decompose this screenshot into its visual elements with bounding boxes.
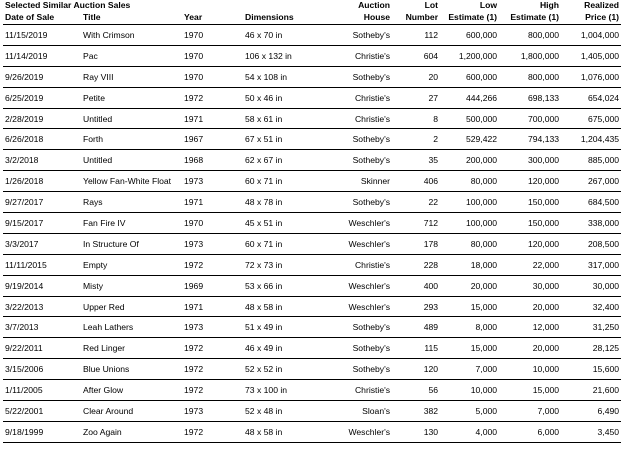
cell-high-estimate: 15,000 <box>499 380 561 401</box>
cell-auction-house: Christie's <box>339 108 392 129</box>
cell-year: 1971 <box>182 296 243 317</box>
cell-high-estimate: 794,133 <box>499 129 561 150</box>
cell-date: 11/15/2019 <box>3 25 81 46</box>
header-lot-line1: Lot <box>424 0 439 10</box>
cell-title: Fan Fire IV <box>81 213 182 234</box>
cell-dimensions: 54 x 108 in <box>243 66 339 87</box>
cell-lot-number: 293 <box>392 296 440 317</box>
cell-lot-number: 56 <box>392 380 440 401</box>
cell-date: 11/11/2015 <box>3 254 81 275</box>
header-lot-line2: Number <box>392 11 440 25</box>
cell-title: Blue Unions <box>81 359 182 380</box>
cell-realized-price: 267,000 <box>561 171 621 192</box>
cell-lot-number: 2 <box>392 129 440 150</box>
cell-year: 1969 <box>182 275 243 296</box>
cell-year: 1973 <box>182 401 243 422</box>
cell-title: Untitled <box>81 108 182 129</box>
header-high-line2: Estimate (1) <box>499 11 561 25</box>
header-year: Year <box>182 11 243 25</box>
table-row <box>3 338 621 359</box>
cell-low-estimate: 15,000 <box>440 338 499 359</box>
cell-year: 1970 <box>182 213 243 234</box>
cell-auction-house: Weschler's <box>339 213 392 234</box>
table-body <box>3 25 621 443</box>
cell-realized-price: 30,000 <box>561 275 621 296</box>
cell-year: 1968 <box>182 150 243 171</box>
cell-realized-price: 1,076,000 <box>561 66 621 87</box>
cell-date: 9/27/2017 <box>3 192 81 213</box>
cell-dimensions: 72 x 73 in <box>243 254 339 275</box>
cell-auction-house: Weschler's <box>339 296 392 317</box>
cell-realized-price: 885,000 <box>561 150 621 171</box>
cell-lot-number: 382 <box>392 401 440 422</box>
cell-dimensions: 45 x 51 in <box>243 213 339 234</box>
header-high-line1: High <box>539 0 560 10</box>
cell-low-estimate: 1,200,000 <box>440 45 499 66</box>
cell-realized-price: 1,405,000 <box>561 45 621 66</box>
cell-dimensions: 53 x 66 in <box>243 275 339 296</box>
cell-dimensions: 51 x 49 in <box>243 317 339 338</box>
cell-lot-number: 712 <box>392 213 440 234</box>
cell-auction-house: Skinner <box>339 171 392 192</box>
cell-lot-number: 178 <box>392 233 440 254</box>
cell-lot-number: 115 <box>392 338 440 359</box>
cell-lot-number: 489 <box>392 317 440 338</box>
header-price-line1: Realized <box>584 0 620 10</box>
cell-date: 6/26/2018 <box>3 129 81 150</box>
cell-auction-house: Sotheby's <box>339 317 392 338</box>
cell-year: 1973 <box>182 317 243 338</box>
cell-auction-house: Weschler's <box>339 275 392 296</box>
cell-title: Rays <box>81 192 182 213</box>
cell-low-estimate: 5,000 <box>440 401 499 422</box>
cell-low-estimate: 10,000 <box>440 380 499 401</box>
table-row <box>3 213 621 234</box>
auction-sales-table <box>3 0 621 443</box>
cell-low-estimate: 8,000 <box>440 317 499 338</box>
cell-year: 1972 <box>182 87 243 108</box>
cell-dimensions: 46 x 70 in <box>243 25 339 46</box>
cell-dimensions: 52 x 52 in <box>243 359 339 380</box>
cell-auction-house: Sotheby's <box>339 338 392 359</box>
cell-title: Empty <box>81 254 182 275</box>
cell-year: 1971 <box>182 108 243 129</box>
cell-high-estimate: 6,000 <box>499 421 561 442</box>
cell-lot-number: 22 <box>392 192 440 213</box>
header-dimensions: Dimensions <box>243 11 339 25</box>
cell-date: 9/15/2017 <box>3 213 81 234</box>
cell-auction-house: Christie's <box>339 87 392 108</box>
cell-lot-number: 20 <box>392 66 440 87</box>
cell-realized-price: 32,400 <box>561 296 621 317</box>
table-row <box>3 233 621 254</box>
cell-low-estimate: 444,266 <box>440 87 499 108</box>
cell-date: 6/25/2019 <box>3 87 81 108</box>
cell-auction-house: Christie's <box>339 254 392 275</box>
cell-date: 9/26/2019 <box>3 66 81 87</box>
table-row <box>3 380 621 401</box>
cell-realized-price: 21,600 <box>561 380 621 401</box>
table-row <box>3 317 621 338</box>
table-row <box>3 275 621 296</box>
cell-dimensions: 58 x 61 in <box>243 108 339 129</box>
cell-auction-house: Sloan's <box>339 401 392 422</box>
cell-realized-price: 654,024 <box>561 87 621 108</box>
cell-high-estimate: 7,000 <box>499 401 561 422</box>
cell-auction-house: Sotheby's <box>339 66 392 87</box>
cell-low-estimate: 80,000 <box>440 233 499 254</box>
table-title: Selected Similar Auction Sales <box>5 0 131 10</box>
cell-low-estimate: 80,000 <box>440 171 499 192</box>
cell-dimensions: 46 x 49 in <box>243 338 339 359</box>
cell-realized-price: 675,000 <box>561 108 621 129</box>
cell-lot-number: 228 <box>392 254 440 275</box>
cell-lot-number: 406 <box>392 171 440 192</box>
cell-title: Forth <box>81 129 182 150</box>
cell-lot-number: 35 <box>392 150 440 171</box>
cell-dimensions: 106 x 132 in <box>243 45 339 66</box>
cell-title: Untitled <box>81 150 182 171</box>
cell-low-estimate: 600,000 <box>440 66 499 87</box>
table-row <box>3 359 621 380</box>
cell-dimensions: 62 x 67 in <box>243 150 339 171</box>
table-row <box>3 129 621 150</box>
cell-lot-number: 130 <box>392 421 440 442</box>
cell-high-estimate: 120,000 <box>499 233 561 254</box>
cell-date: 3/15/2006 <box>3 359 81 380</box>
cell-date: 1/11/2005 <box>3 380 81 401</box>
cell-auction-house: Sotheby's <box>339 150 392 171</box>
cell-title: With Crimson <box>81 25 182 46</box>
cell-date: 9/19/2014 <box>3 275 81 296</box>
cell-low-estimate: 600,000 <box>440 25 499 46</box>
cell-dimensions: 48 x 58 in <box>243 421 339 442</box>
cell-high-estimate: 22,000 <box>499 254 561 275</box>
cell-realized-price: 208,500 <box>561 233 621 254</box>
cell-auction-house: Christie's <box>339 45 392 66</box>
header-house-line1: Auction <box>358 0 391 10</box>
cell-realized-price: 317,000 <box>561 254 621 275</box>
cell-realized-price: 28,125 <box>561 338 621 359</box>
cell-year: 1967 <box>182 129 243 150</box>
cell-year: 1972 <box>182 338 243 359</box>
cell-realized-price: 1,204,435 <box>561 129 621 150</box>
table-row <box>3 171 621 192</box>
cell-date: 2/28/2019 <box>3 108 81 129</box>
cell-dimensions: 52 x 48 in <box>243 401 339 422</box>
table-row <box>3 66 621 87</box>
cell-dimensions: 50 x 46 in <box>243 87 339 108</box>
cell-year: 1972 <box>182 254 243 275</box>
cell-high-estimate: 800,000 <box>499 66 561 87</box>
cell-realized-price: 31,250 <box>561 317 621 338</box>
cell-dimensions: 48 x 58 in <box>243 296 339 317</box>
cell-high-estimate: 150,000 <box>499 192 561 213</box>
cell-realized-price: 6,490 <box>561 401 621 422</box>
cell-year: 1971 <box>182 192 243 213</box>
cell-date: 9/22/2011 <box>3 338 81 359</box>
cell-dimensions: 60 x 71 in <box>243 233 339 254</box>
cell-date: 1/26/2018 <box>3 171 81 192</box>
cell-title: Petite <box>81 87 182 108</box>
cell-year: 1973 <box>182 233 243 254</box>
cell-high-estimate: 300,000 <box>499 150 561 171</box>
cell-date: 9/18/1999 <box>3 421 81 442</box>
cell-date: 3/2/2018 <box>3 150 81 171</box>
cell-lot-number: 112 <box>392 25 440 46</box>
cell-lot-number: 120 <box>392 359 440 380</box>
cell-title: Upper Red <box>81 296 182 317</box>
cell-title: Clear Around <box>81 401 182 422</box>
cell-year: 1972 <box>182 421 243 442</box>
cell-year: 1970 <box>182 25 243 46</box>
cell-auction-house: Christie's <box>339 380 392 401</box>
cell-high-estimate: 10,000 <box>499 359 561 380</box>
cell-low-estimate: 200,000 <box>440 150 499 171</box>
cell-year: 1972 <box>182 380 243 401</box>
cell-lot-number: 604 <box>392 45 440 66</box>
cell-year: 1973 <box>182 171 243 192</box>
cell-low-estimate: 20,000 <box>440 275 499 296</box>
cell-date: 3/22/2013 <box>3 296 81 317</box>
cell-title: Zoo Again <box>81 421 182 442</box>
cell-low-estimate: 7,000 <box>440 359 499 380</box>
cell-year: 1972 <box>182 359 243 380</box>
cell-title: After Glow <box>81 380 182 401</box>
header-price-line2: Price (1) <box>561 11 621 25</box>
table-row <box>3 150 621 171</box>
cell-title: Pac <box>81 45 182 66</box>
cell-low-estimate: 500,000 <box>440 108 499 129</box>
cell-lot-number: 8 <box>392 108 440 129</box>
cell-high-estimate: 800,000 <box>499 25 561 46</box>
table-header <box>3 0 621 25</box>
cell-high-estimate: 120,000 <box>499 171 561 192</box>
cell-dimensions: 60 x 71 in <box>243 171 339 192</box>
header-title: Title <box>81 11 182 25</box>
cell-year: 1970 <box>182 66 243 87</box>
table-row <box>3 25 621 46</box>
cell-title: Yellow Fan-White Float <box>81 171 182 192</box>
table-row <box>3 296 621 317</box>
table-row <box>3 108 621 129</box>
cell-high-estimate: 20,000 <box>499 338 561 359</box>
cell-realized-price: 684,500 <box>561 192 621 213</box>
cell-date: 3/7/2013 <box>3 317 81 338</box>
cell-high-estimate: 12,000 <box>499 317 561 338</box>
cell-date: 5/22/2001 <box>3 401 81 422</box>
cell-low-estimate: 100,000 <box>440 192 499 213</box>
cell-auction-house: Sotheby's <box>339 359 392 380</box>
cell-dimensions: 67 x 51 in <box>243 129 339 150</box>
table-row <box>3 421 621 442</box>
cell-high-estimate: 20,000 <box>499 296 561 317</box>
cell-auction-house: Sotheby's <box>339 192 392 213</box>
cell-lot-number: 27 <box>392 87 440 108</box>
cell-low-estimate: 529,422 <box>440 129 499 150</box>
cell-realized-price: 3,450 <box>561 421 621 442</box>
cell-high-estimate: 30,000 <box>499 275 561 296</box>
cell-title: Misty <box>81 275 182 296</box>
cell-title: In Structure Of <box>81 233 182 254</box>
cell-low-estimate: 100,000 <box>440 213 499 234</box>
cell-high-estimate: 1,800,000 <box>499 45 561 66</box>
cell-date: 3/3/2017 <box>3 233 81 254</box>
cell-title: Leah Lathers <box>81 317 182 338</box>
cell-date: 11/14/2019 <box>3 45 81 66</box>
header-house-line2: House <box>339 11 392 25</box>
table-row <box>3 87 621 108</box>
cell-auction-house: Weschler's <box>339 421 392 442</box>
cell-realized-price: 1,004,000 <box>561 25 621 46</box>
cell-high-estimate: 698,133 <box>499 87 561 108</box>
cell-year: 1970 <box>182 45 243 66</box>
header-low-line2: Estimate (1) <box>440 11 499 25</box>
cell-realized-price: 338,000 <box>561 213 621 234</box>
cell-auction-house: Sotheby's <box>339 129 392 150</box>
table-row <box>3 45 621 66</box>
cell-high-estimate: 150,000 <box>499 213 561 234</box>
cell-auction-house: Weschler's <box>339 233 392 254</box>
cell-title: Ray VIII <box>81 66 182 87</box>
table-row <box>3 401 621 422</box>
cell-auction-house: Sotheby's <box>339 25 392 46</box>
cell-dimensions: 48 x 78 in <box>243 192 339 213</box>
header-low-line1: Low <box>479 0 498 10</box>
table-row <box>3 254 621 275</box>
cell-low-estimate: 4,000 <box>440 421 499 442</box>
cell-lot-number: 400 <box>392 275 440 296</box>
table-row <box>3 192 621 213</box>
cell-title: Red Linger <box>81 338 182 359</box>
cell-low-estimate: 15,000 <box>440 296 499 317</box>
cell-realized-price: 15,600 <box>561 359 621 380</box>
cell-low-estimate: 18,000 <box>440 254 499 275</box>
cell-dimensions: 73 x 100 in <box>243 380 339 401</box>
cell-high-estimate: 700,000 <box>499 108 561 129</box>
header-date: Date of Sale <box>3 11 81 25</box>
